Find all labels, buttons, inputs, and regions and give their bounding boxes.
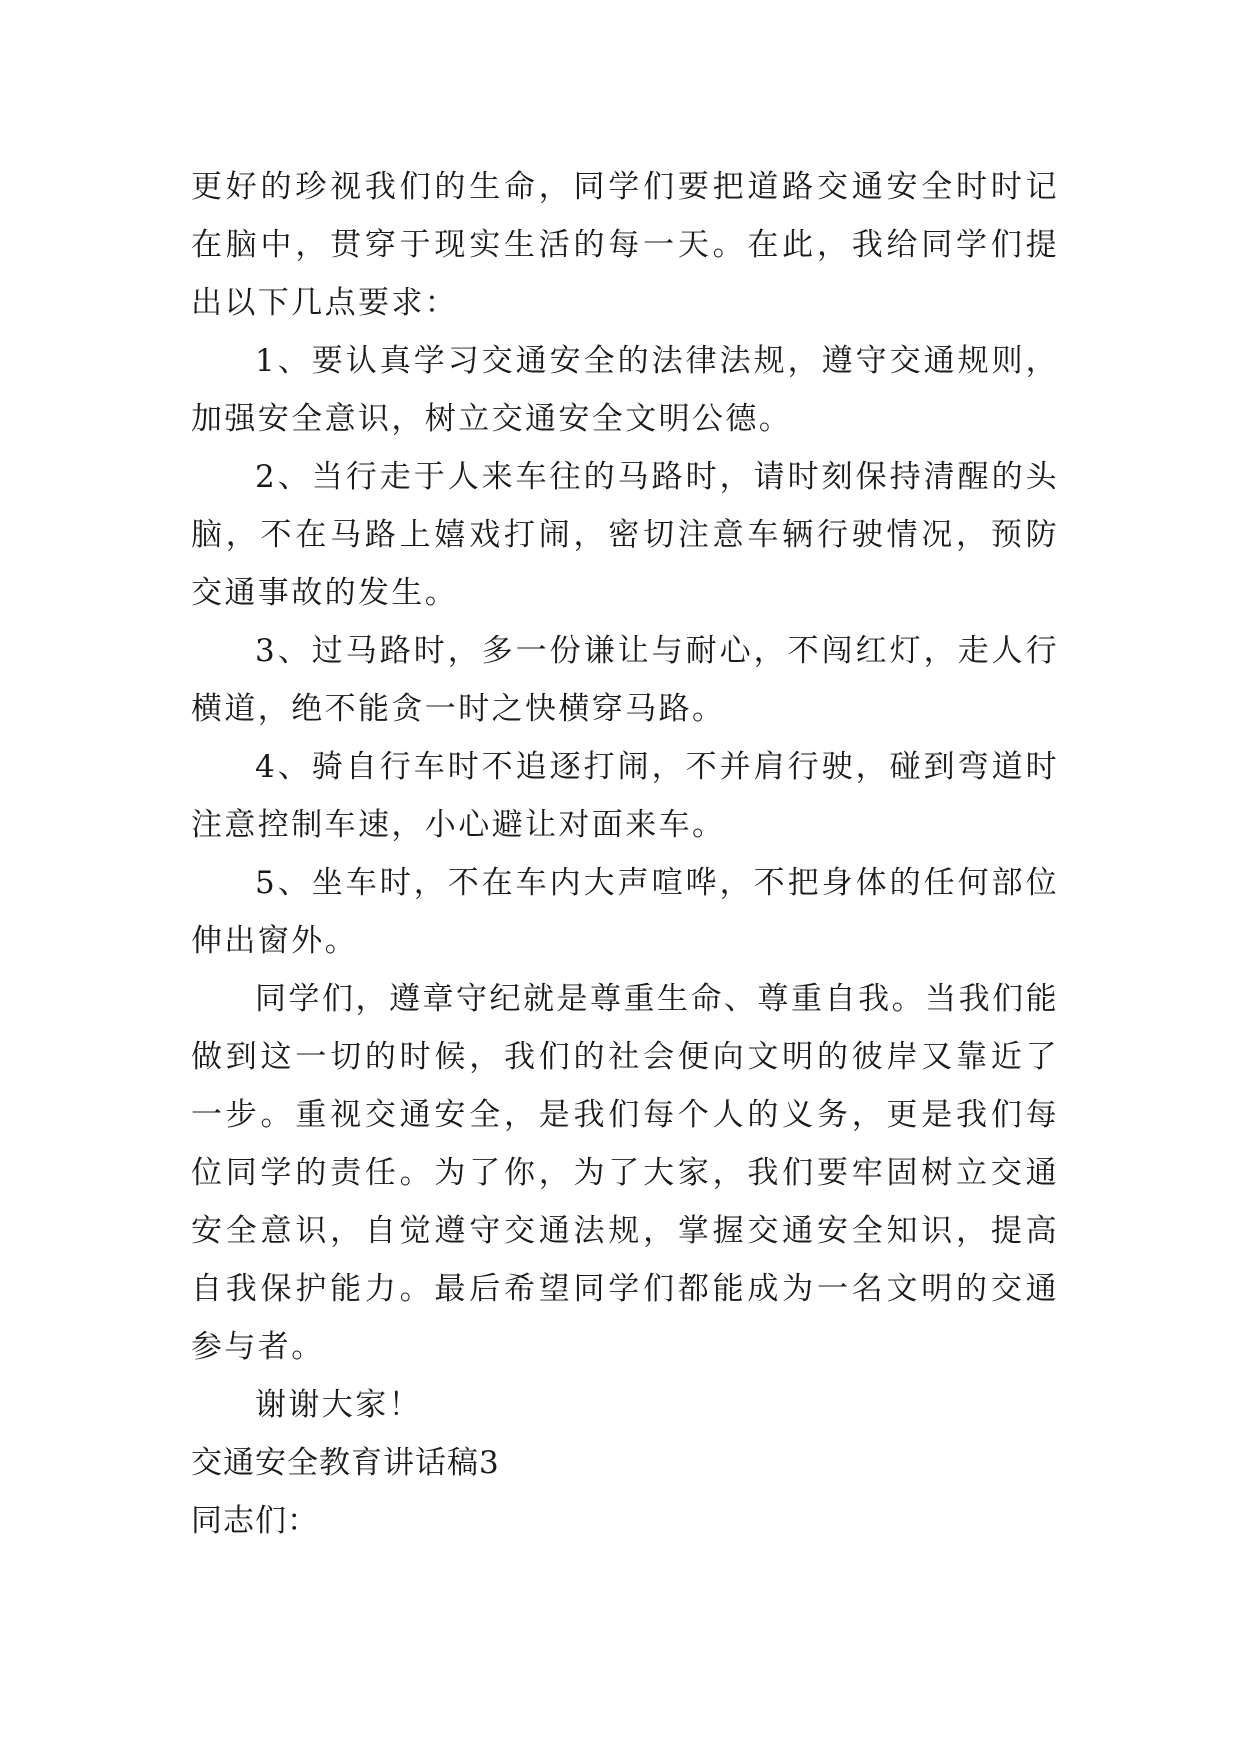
paragraph-requirement-5: 5、坐车时，不在车内大声喧哗，不把身体的任何部位伸出窗外。 bbox=[191, 865, 1059, 959]
paragraph-intro-continued: 更好的珍视我们的生命，同学们要把道路交通安全时时记在脑中，贯穿于现实生活的每一天。在此，我给同学们提出以下几点要求： bbox=[191, 169, 1059, 321]
document-body bbox=[191, 158, 1059, 1550]
paragraph-requirement-4: 4、骑自行车时不追逐打闹，不并肩行驶，碰到弯道时注意控制车速，小心避让对面来车。 bbox=[191, 749, 1059, 843]
section-title: 交通安全教育讲话稿3 bbox=[191, 1445, 500, 1481]
paragraph-requirement-3: 3、过马路时，多一份谦让与耐心，不闯红灯，走人行横道，绝不能贪一时之快横穿马路。 bbox=[191, 633, 1059, 727]
paragraph-requirement-1: 1、要认真学习交通安全的法律法规，遵守交通规则，加强安全意识，树立交通安全文明公德。 bbox=[191, 343, 1059, 437]
salutation: 同志们： bbox=[191, 1503, 319, 1539]
paragraph-conclusion: 同学们，遵章守纪就是尊重生命、尊重自我。当我们能做到这一切的时候，我们的社会便向文明的彼岸又靠近了一步。重视交通安全，是我们每个人的义务，更是我们每位同学的责任。为了你，为了大家，我们要牢固树立交通安全意识，自觉遵守交通法规，掌握交通安全知识，提高自我保护能力。最后希望同学们都能成为一名文明的交通参与者。 bbox=[191, 981, 1059, 1365]
paragraph-requirement-2: 2、当行走于人来车往的马路时，请时刻保持清醒的头脑，不在马路上嬉戏打闹，密切注意车辆行驶情况，预防交通事故的发生。 bbox=[191, 459, 1059, 611]
paragraph-thanks: 谢谢大家！ bbox=[255, 1387, 422, 1423]
